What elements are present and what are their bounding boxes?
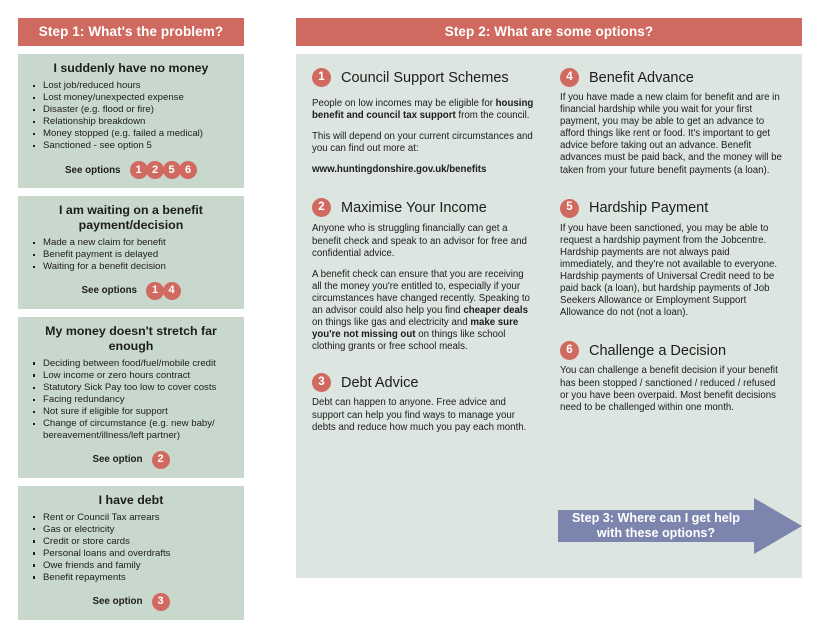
option-body [560, 92, 782, 177]
list-item: Made a new claim for benefit [30, 237, 236, 249]
option-title: Benefit Advance [589, 69, 694, 86]
option-number-badge[interactable]: 4 [560, 68, 579, 87]
option-paragraph: Debt can happen to anyone. Free advice and support can help you find ways to manage your debts and reduce how much you pay each month. [312, 397, 527, 433]
step3-label: Step 3: Where can I get help with these options? [572, 510, 740, 540]
see-options-label: See options [81, 285, 138, 297]
problem-item-list [26, 358, 236, 442]
problem-card-title: I have debt [98, 492, 164, 507]
list-item: Not sure if eligible for support [30, 406, 236, 418]
options-column-right [560, 68, 782, 452]
option-badge[interactable]: 4 [163, 282, 181, 300]
text-run: A benefit check can ensure that you are receiving all the money you're entitled to, especially if your circumstances have changed recently. Speaking to an advisor could also help you find [312, 268, 530, 317]
text-run: from the council. [455, 110, 530, 122]
list-item: Waiting for a benefit decision [30, 261, 236, 273]
step3-arrow-banner[interactable] [558, 498, 802, 554]
step2-column [296, 18, 802, 578]
list-item: Relationship breakdown [30, 116, 236, 128]
option-badge[interactable]: 1 [146, 282, 164, 300]
option-badge[interactable]: 2 [152, 451, 170, 469]
list-item: Facing redundancy [30, 394, 236, 406]
see-options-label: See option [92, 596, 143, 608]
text-run-bold: cheaper deals [463, 305, 528, 317]
list-item: Low income or zero hours contract [30, 370, 236, 382]
option-badge[interactable]: 5 [163, 161, 181, 179]
problem-card-title: I suddenly have no money [53, 61, 209, 75]
problem-card [18, 486, 244, 620]
options-column-left [312, 68, 534, 452]
problem-item-list [26, 512, 236, 584]
option-title: Challenge a Decision [589, 342, 727, 359]
list-item: Credit or store cards [30, 536, 236, 548]
problem-card-title: My money doesn't stretch far enough [45, 323, 217, 353]
problem-card [18, 317, 244, 478]
option-number-badge[interactable]: 5 [560, 199, 579, 218]
list-item: Benefit repayments [30, 572, 236, 584]
see-options-row [26, 593, 236, 611]
option-badge[interactable]: 6 [179, 161, 197, 179]
list-item: Personal loans and overdrafts [30, 548, 236, 560]
option-body [560, 223, 782, 320]
list-item: Owe friends and family [30, 560, 236, 572]
list-item: Gas or electricity [30, 524, 236, 536]
option-badge-group [130, 161, 198, 179]
option-paragraph: This will depend on your current circumstances and you can find out more at: [312, 131, 533, 155]
list-item: Deciding between food/fuel/mobile credit [30, 358, 236, 370]
option-body [312, 223, 534, 353]
option-number-badge[interactable]: 6 [560, 341, 579, 360]
council-benefits-url[interactable]: www.huntingdonshire.gov.uk/benefits [312, 164, 487, 176]
text-run-bold: housing benefit and council tax support [312, 98, 534, 122]
option-title: Hardship Payment [589, 200, 709, 217]
text-run: People on low incomes may be eligible for [312, 98, 496, 109]
option-header [312, 373, 534, 392]
option-header [560, 199, 782, 218]
problem-card [18, 54, 244, 188]
option-badge[interactable]: 3 [152, 593, 170, 611]
text-run: on things like school clothing grants or free school meals. [312, 329, 506, 353]
list-item: Lost money/unexpected expense [30, 92, 236, 104]
text-run-bold: make sure you're not missing out [312, 317, 519, 341]
option-paragraph: Anyone who is struggling financially can get a benefit check and speak to an advisor for free and confidential advice. [312, 223, 527, 259]
option-paragraph [312, 98, 534, 122]
list-item: Disaster (e.g. flood or fire) [30, 104, 236, 116]
option-card [560, 341, 782, 413]
options-panel [296, 54, 802, 578]
option-card [560, 199, 782, 320]
option-paragraph [312, 269, 534, 354]
problem-item-list [26, 237, 236, 273]
option-card [312, 68, 534, 176]
option-card [560, 68, 782, 177]
see-options-label: See options [64, 164, 121, 176]
option-badge-group [146, 282, 181, 300]
option-header [312, 198, 534, 217]
option-paragraph: You can challenge a benefit decision if your benefit has been stopped / sanctioned / reduced / refused or you have been overpaid. Most benefit decisions need to be challenged within one month. [560, 365, 778, 413]
list-item: Rent or Council Tax arrears [30, 512, 236, 524]
option-header [560, 341, 782, 360]
list-item: Change of circumstance (e.g. new baby/ bereavement/illness/left partner) [30, 418, 236, 441]
list-item: Lost job/reduced hours [30, 80, 236, 92]
see-options-row [26, 282, 236, 300]
problem-card-title: I am waiting on a benefit payment/decision [59, 203, 203, 233]
option-title: Debt Advice [341, 374, 419, 391]
option-badge[interactable]: 1 [130, 161, 148, 179]
option-body [560, 365, 782, 413]
option-number-badge[interactable]: 3 [312, 373, 331, 392]
option-header [560, 68, 782, 87]
option-title: Council Support Schemes [341, 69, 509, 86]
list-item: Benefit payment is delayed [30, 249, 236, 261]
option-number-badge[interactable]: 1 [312, 68, 331, 87]
list-item: Sanctioned - see option 5 [30, 140, 236, 152]
list-item: Statutory Sick Pay too low to cover costs [30, 382, 236, 394]
step1-column [18, 18, 244, 620]
option-title: Maximise Your Income [341, 199, 487, 216]
option-badge[interactable]: 2 [146, 161, 164, 179]
option-card [312, 373, 534, 433]
option-badge-group [152, 593, 170, 611]
see-options-row [26, 451, 236, 469]
see-options-label: See option [92, 454, 143, 465]
option-number-badge[interactable]: 2 [312, 198, 331, 217]
option-card [312, 198, 534, 353]
option-body [312, 397, 534, 433]
option-body [312, 98, 534, 176]
option-header [312, 68, 534, 87]
list-item: Money stopped (e.g. failed a medical) [30, 128, 236, 140]
step1-header: Step 1: What's the problem? [18, 18, 244, 46]
option-paragraph: If you have made a new claim for benefit and are in financial hardship while you wait for your first payment, you may be able to get an advance to afford things like rent or food. It's important to get advice before taking out an advance. Benefit advances must be paid back, and the money will be taken from your future benefit payments (a loan). [560, 92, 782, 176]
options-columns [296, 54, 802, 452]
problem-card [18, 196, 244, 309]
option-paragraph: If you have been sanctioned, you may be able to request a hardship payment from the Jobcentre. Hardship payments are not always paid immediately, and they're not available to everyone. Hardship payments of Universal Credit need to be paid back (a loan), but hardship payments of Job Seekers Allowance or Employment Support Allowance do not (not a loan). [560, 222, 778, 319]
text-run: on things like gas and electricity and [312, 317, 471, 329]
see-options-row [26, 161, 236, 179]
problem-item-list [26, 80, 236, 152]
option-badge-group [152, 451, 170, 469]
step2-header: Step 2: What are some options? [296, 18, 802, 46]
